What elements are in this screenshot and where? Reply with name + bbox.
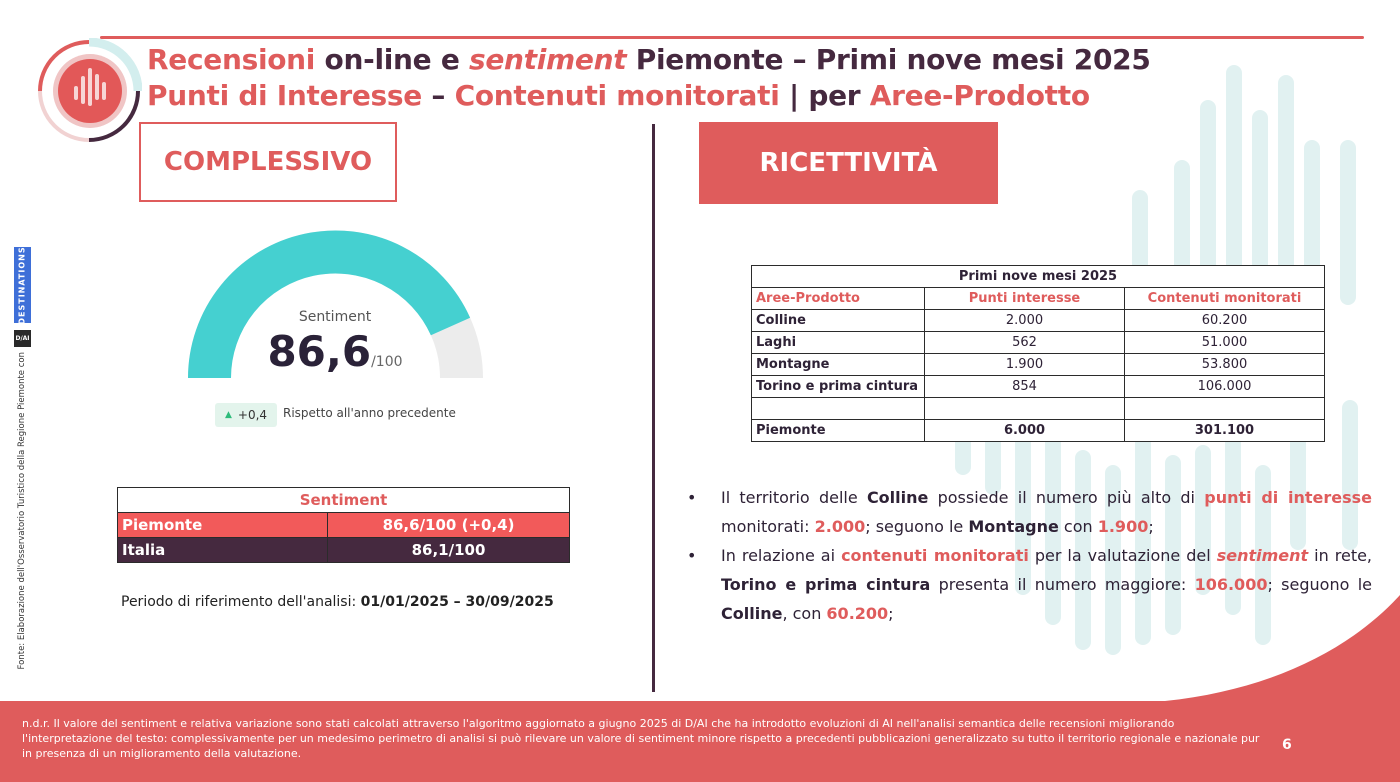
sentiment-table-header: Sentiment — [118, 488, 570, 513]
list-item: • Il territorio delle Colline possiede il numero più alto di punti di interesse monitorati: 2.000; seguono le Montagne con 1.900; — [687, 483, 1372, 541]
table-row: Colline 2.000 60.200 — [752, 310, 1325, 332]
table-row: Montagne 1.900 53.800 — [752, 354, 1325, 376]
table-row: Italia 86,1/100 — [118, 538, 570, 563]
table-row: Laghi 562 51.000 — [752, 332, 1325, 354]
brand-tag-box — [14, 247, 31, 323]
delta-badge: ▲ +0,4 — [215, 403, 277, 427]
poi-table-title: Primi nove mesi 2025 — [752, 266, 1325, 288]
source-note: Fonte: Elaborazione dell'Osservatorio Turistico della Regione Piemonte con — [17, 352, 27, 670]
table-row — [752, 398, 1325, 420]
footer-note: n.d.r. Il valore del sentiment e relativa variazione sono stati calcolati attraverso l'algoritmo aggiornato a giugno 2025 di D/AI che ha introdotto evoluzioni di AI nell'analisi semantica delle recensioni migliorando l'interpretazione del testo: complessivamente per un medesimo perimetro di analisi si può rilevare un valore di sentiment minore rispetto a precedenti pubblicazioni generalizzato su tutto il territorio regionale e nazionale pur in presenza di un miglioramento della valutazione. — [22, 717, 1260, 760]
gauge-suffix: /100 — [371, 354, 403, 370]
list-item: • In relazione ai contenuti monitorati per la valutazione del sentiment in rete, Torino e prima cintura presenta il numero maggiore: 106.000; seguono le Colline, con 60.200; — [687, 541, 1372, 628]
table-row: Piemonte 86,6/100 (+0,4) — [118, 513, 570, 538]
table-row: Torino e prima cintura 854 106.000 — [752, 376, 1325, 398]
up-arrow-icon: ▲ — [224, 410, 232, 420]
sentiment-table — [117, 487, 570, 563]
page-title: Recensioni on-line e sentiment Piemonte – Primi nove mesi 2025 — [147, 43, 1151, 76]
gauge-value: 86,6 — [267, 327, 372, 376]
page-number: 6 — [1282, 737, 1292, 753]
poi-table-header: Aree-Prodotto Punti interesse Contenuti monitorati — [752, 288, 1325, 310]
brand-logo: D/AI — [14, 330, 31, 347]
logo-emblem — [36, 38, 142, 144]
gauge-value-wrap — [220, 327, 450, 376]
gauge-label: Sentiment — [298, 309, 372, 325]
delta-note: Rispetto all'anno precedente — [283, 406, 456, 420]
brand-tag: DESTINATIONS — [18, 245, 28, 325]
section-title-ricettivita: RICETTIVITÀ — [699, 122, 998, 204]
analysis-period: Periodo di riferimento dell'analisi: 01/01/2025 – 30/09/2025 — [121, 594, 554, 610]
page-subtitle: Punti di Interesse – Contenuti monitorati | per Aree-Prodotto — [147, 79, 1090, 112]
header-rule — [100, 36, 1364, 39]
poi-table — [751, 265, 1325, 442]
poi-table-total: Piemonte 6.000 301.100 — [752, 420, 1325, 442]
section-title-complessivo: COMPLESSIVO — [139, 122, 397, 202]
